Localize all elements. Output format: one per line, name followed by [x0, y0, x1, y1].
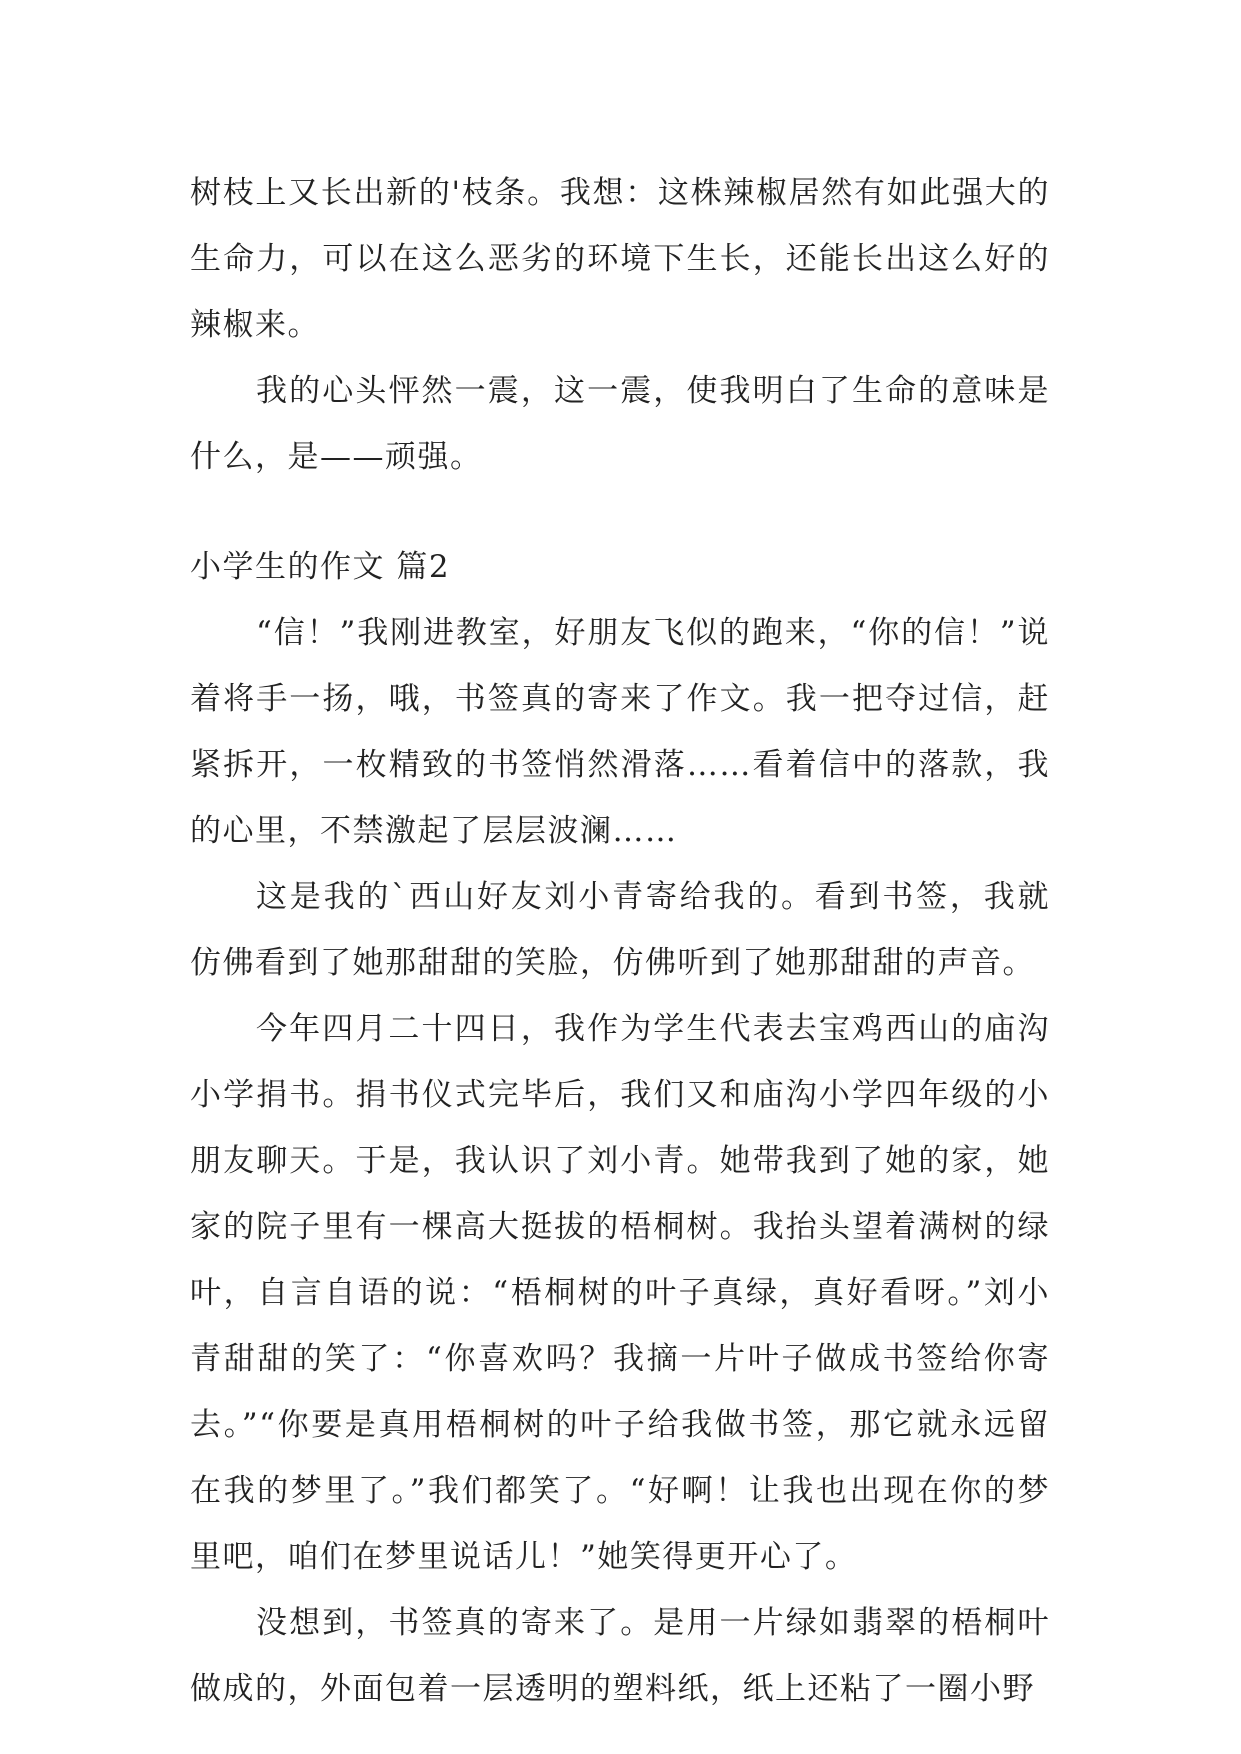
section-heading: 小学生的作文 篇2 [190, 549, 451, 585]
document-body [190, 160, 1050, 1722]
paragraph: 我的心头怦然一震，这一震，使我明白了生命的意味是什么，是——顽强。 [190, 373, 1050, 475]
paragraph-continued: 树枝上又长出新的'枝条。我想：这株辣椒居然有如此强大的生命力，可以在这么恶劣的环境下生长，还能长出这么好的辣椒来。 [190, 175, 1050, 343]
paragraph: 今年四月二十四日，我作为学生代表去宝鸡西山的庙沟小学捐书。捐书仪式完毕后，我们又和庙沟小学四年级的小朋友聊天。于是，我认识了刘小青。她带我到了她的家，她家的院子里有一棵高大挺拔的梧桐树。我抬头望着满树的绿叶，自言自语的说：“梧桐树的叶子真绿，真好看呀。”刘小青甜甜的笑了：“你喜欢吗？我摘一片叶子做成书签给你寄去。”“你要是真用梧桐树的叶子给我做书签，那它就永远留在我的梦里了。”我们都笑了。“好啊！让我也出现在你的梦里吧，咱们在梦里说话儿！”她笑得更开心了。 [190, 1011, 1050, 1575]
paragraph: “信！”我刚进教室，好朋友飞似的跑来，“你的信！”说着将手一扬，哦，书签真的寄来了作文。我一把夺过信，赶紧拆开，一枚精致的书签悄然滑落……看着信中的落款，我的心里，不禁激起了层层波澜…… [190, 615, 1050, 849]
paragraph: 没想到，书签真的寄来了。是用一片绿如翡翠的梧桐叶做成的，外面包着一层透明的塑料纸，纸上还粘了一圈小野 [190, 1605, 1050, 1707]
paragraph: 这是我的`西山好友刘小青寄给我的。看到书签，我就仿佛看到了她那甜甜的笑脸，仿佛听到了她那甜甜的声音。 [190, 879, 1050, 981]
